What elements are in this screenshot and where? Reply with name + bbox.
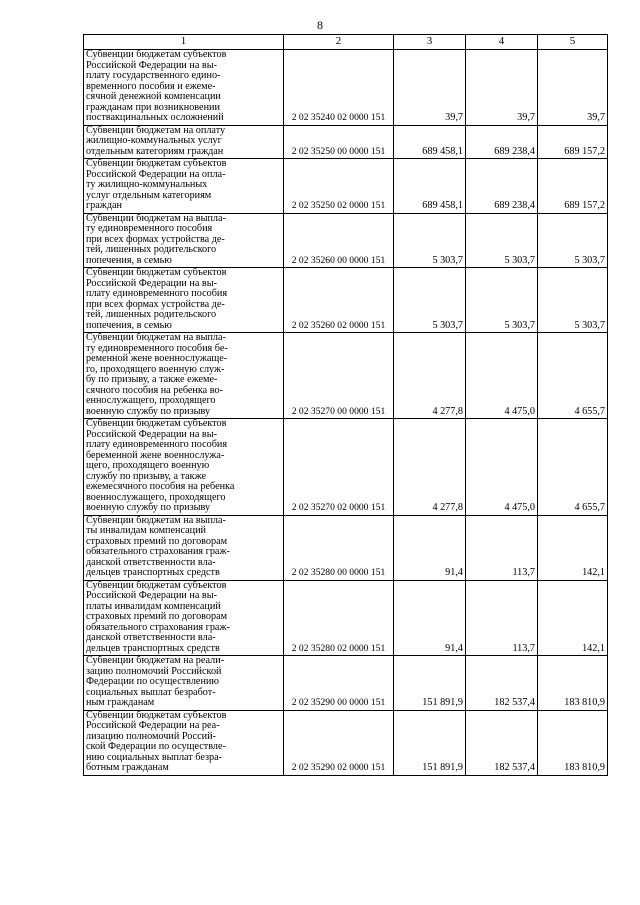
- description-line: тей, лишенных родительского: [86, 309, 217, 320]
- description-line: Субвенции бюджетам субъектов: [86, 579, 227, 591]
- amount-col-3: 5 303,7: [394, 268, 466, 333]
- amount-col-3: 91,4: [394, 580, 466, 656]
- amount-col-4: 113,7: [466, 580, 538, 656]
- description-line: ту единовременного пособия бе-: [86, 342, 228, 354]
- description-line: Субвенции бюджетам на выпла-: [86, 332, 226, 343]
- description-line: социальных выплат безработ-: [86, 686, 216, 698]
- description-line: услуг отдельным категориям: [86, 189, 212, 201]
- amount-col-3: 151 891,9: [394, 656, 466, 711]
- table-header-row: [84, 35, 608, 50]
- table-row: [84, 125, 608, 159]
- description-line: жилищно-коммунальных услуг: [86, 135, 222, 146]
- row-description: [84, 125, 284, 159]
- amount-col-3: 91,4: [394, 515, 466, 580]
- amount-col-5: 5 303,7: [538, 213, 608, 268]
- row-description: [84, 515, 284, 580]
- row-description: [84, 268, 284, 333]
- amount-col-3: 689 458,1: [394, 159, 466, 214]
- description-line: Российской Федерации на вы-: [86, 59, 217, 71]
- description-line: военнослужащего, проходящего: [86, 491, 226, 503]
- description-line: ской Федерации по осуществле-: [86, 741, 226, 752]
- description-line: плату государственного едино-: [86, 70, 221, 81]
- amount-col-3: 151 891,9: [394, 710, 466, 775]
- amount-col-3: 689 458,1: [394, 125, 466, 159]
- table-row: [84, 213, 608, 268]
- amount-col-4: 4 475,0: [466, 419, 538, 516]
- amount-col-4: 689 238,4: [466, 125, 538, 159]
- amount-col-5: 689 157,2: [538, 125, 608, 159]
- amount-col-4: 4 475,0: [466, 333, 538, 419]
- description-line: военную службу по призыву: [86, 502, 211, 513]
- revenue-code: 2 02 35260 00 0000 151: [284, 213, 394, 268]
- amount-col-5: 183 810,9: [538, 710, 608, 775]
- table-row: [84, 710, 608, 775]
- description-line: платы инвалидам компенсаций: [86, 600, 221, 612]
- description-line: сячного пособия на ребенка во-: [86, 384, 223, 396]
- description-line: плату единовременного пособия: [86, 288, 228, 299]
- table-row: [84, 50, 608, 126]
- description-line: попечения, в семью: [86, 254, 172, 266]
- description-line: лизацию полномочий Россий-: [86, 730, 216, 742]
- amount-col-5: 689 157,2: [538, 159, 608, 214]
- description-line: обязательного страхования граж-: [86, 546, 230, 557]
- row-description: [84, 159, 284, 214]
- table-row: [84, 580, 608, 656]
- amount-col-5: 4 655,7: [538, 333, 608, 419]
- description-line: службу по призыву, а также: [86, 470, 207, 482]
- row-description: [84, 419, 284, 516]
- row-description: [84, 213, 284, 268]
- table-row: [84, 159, 608, 214]
- page-number: 8: [317, 18, 323, 32]
- description-line: Российской Федерации на опла-: [86, 168, 226, 180]
- description-line: Федерации по осуществлению: [86, 676, 219, 687]
- amount-col-5: 142,1: [538, 580, 608, 656]
- table-row: [84, 268, 608, 333]
- column-header-4: 4: [466, 35, 538, 50]
- description-line: Субвенции бюджетам на реали-: [86, 655, 225, 666]
- budget-revenue-table: [83, 34, 608, 776]
- description-line: Субвенции бюджетам субъектов: [86, 418, 227, 429]
- description-line: Российской Федерации на вы-: [86, 590, 217, 601]
- column-header-1: 1: [84, 35, 284, 50]
- amount-col-5: 142,1: [538, 515, 608, 580]
- column-header-5: 5: [538, 35, 608, 50]
- revenue-code: 2 02 35250 00 0000 151: [284, 125, 394, 159]
- description-line: данской ответственности вла-: [86, 556, 216, 568]
- amount-col-5: 183 810,9: [538, 656, 608, 711]
- description-line: данской ответственности вла-: [86, 632, 216, 643]
- description-line: зацию полномочий Российской: [86, 665, 222, 677]
- revenue-code: 2 02 35280 02 0000 151: [284, 580, 394, 656]
- description-line: Российской Федерации на реа-: [86, 720, 220, 731]
- description-line: ежемесячного пособия на ребенка: [86, 481, 235, 492]
- description-line: ным гражданам: [86, 697, 155, 708]
- revenue-code: 2 02 35270 02 0000 151: [284, 419, 394, 516]
- amount-col-3: 39,7: [394, 50, 466, 126]
- description-line: ту единовременного пособия: [86, 223, 213, 234]
- description-line: Российской Федерации на вы-: [86, 428, 217, 440]
- description-line: попечения, в семью: [86, 319, 172, 331]
- description-line: тей, лишенных родительского: [86, 244, 217, 255]
- description-line: страховых премий по договорам: [86, 535, 228, 547]
- amount-col-4: 5 303,7: [466, 213, 538, 268]
- amount-col-4: 5 303,7: [466, 268, 538, 333]
- description-line: нию социальных выплат безра-: [86, 751, 223, 763]
- description-line: ту жилищно-коммунальных: [86, 179, 208, 190]
- description-line: дельцев транспортных средств: [86, 642, 220, 654]
- description-line: при всех формах устройства де-: [86, 298, 225, 310]
- revenue-code: 2 02 35290 02 0000 151: [284, 710, 394, 775]
- amount-col-3: 4 277,8: [394, 419, 466, 516]
- column-header-2: 2: [284, 35, 394, 50]
- description-line: Российской Федерации на вы-: [86, 277, 217, 289]
- revenue-code: 2 02 35260 02 0000 151: [284, 268, 394, 333]
- amount-col-5: 4 655,7: [538, 419, 608, 516]
- description-line: временного пособия и ежеме-: [86, 80, 216, 92]
- description-line: гражданам при возникновении: [86, 101, 220, 113]
- description-line: еннослужащего, проходящего: [86, 395, 216, 406]
- description-line: сячной денежной компенсации: [86, 91, 221, 102]
- amount-col-5: 5 303,7: [538, 268, 608, 333]
- revenue-code: 2 02 35270 00 0000 151: [284, 333, 394, 419]
- description-line: обязательного страхования граж-: [86, 621, 230, 633]
- row-description: [84, 580, 284, 656]
- description-line: Субвенции бюджетам на выпла-: [86, 212, 226, 224]
- description-line: Субвенции бюджетам субъектов: [86, 267, 227, 278]
- amount-col-4: 689 238,4: [466, 159, 538, 214]
- description-line: военную службу по призыву: [86, 405, 211, 417]
- description-line: страховых премий по договорам: [86, 611, 228, 622]
- description-line: бу по призыву, а также ежеме-: [86, 374, 218, 385]
- table-row: [84, 419, 608, 516]
- table-row: [84, 333, 608, 419]
- description-line: при всех формах устройства де-: [86, 233, 225, 245]
- description-line: граждан: [86, 200, 122, 211]
- amount-col-3: 4 277,8: [394, 333, 466, 419]
- row-description: [84, 656, 284, 711]
- amount-col-4: 39,7: [466, 50, 538, 126]
- row-description: [84, 333, 284, 419]
- description-line: щего, проходящего военную: [86, 460, 210, 471]
- amount-col-4: 182 537,4: [466, 656, 538, 711]
- description-line: беременной жене военнослужа-: [86, 449, 225, 461]
- revenue-code: 2 02 35250 02 0000 151: [284, 159, 394, 214]
- column-header-3: 3: [394, 35, 466, 50]
- revenue-code: 2 02 35240 02 0000 151: [284, 50, 394, 126]
- amount-col-4: 182 537,4: [466, 710, 538, 775]
- description-line: го, проходящего военную служ-: [86, 363, 225, 375]
- description-line: ты инвалидам компенсаций: [86, 525, 206, 536]
- description-line: ременной жене военнослужаще-: [86, 353, 228, 364]
- description-line: дельцев транспортных средств: [86, 567, 220, 578]
- description-line: ботным гражданам: [86, 762, 169, 773]
- revenue-code: 2 02 35290 00 0000 151: [284, 656, 394, 711]
- row-description: [84, 710, 284, 775]
- amount-col-3: 5 303,7: [394, 213, 466, 268]
- amount-col-5: 39,7: [538, 50, 608, 126]
- description-line: Субвенции бюджетам на оплату: [86, 124, 226, 136]
- description-line: Субвенции бюджетам субъектов: [86, 158, 227, 169]
- table-row: [84, 656, 608, 711]
- description-line: Субвенции бюджетам субъектов: [86, 49, 227, 60]
- row-description: [84, 50, 284, 126]
- description-line: Субвенции бюджетам субъектов: [86, 709, 227, 721]
- description-line: Субвенции бюджетам на выпла-: [86, 514, 226, 526]
- description-line: плату единовременного пособия: [86, 439, 228, 450]
- revenue-code: 2 02 35280 00 0000 151: [284, 515, 394, 580]
- table-row: [84, 515, 608, 580]
- description-line: отдельным категориям граждан: [86, 145, 224, 157]
- amount-col-4: 113,7: [466, 515, 538, 580]
- description-line: поствакцинальных осложнений: [86, 112, 224, 123]
